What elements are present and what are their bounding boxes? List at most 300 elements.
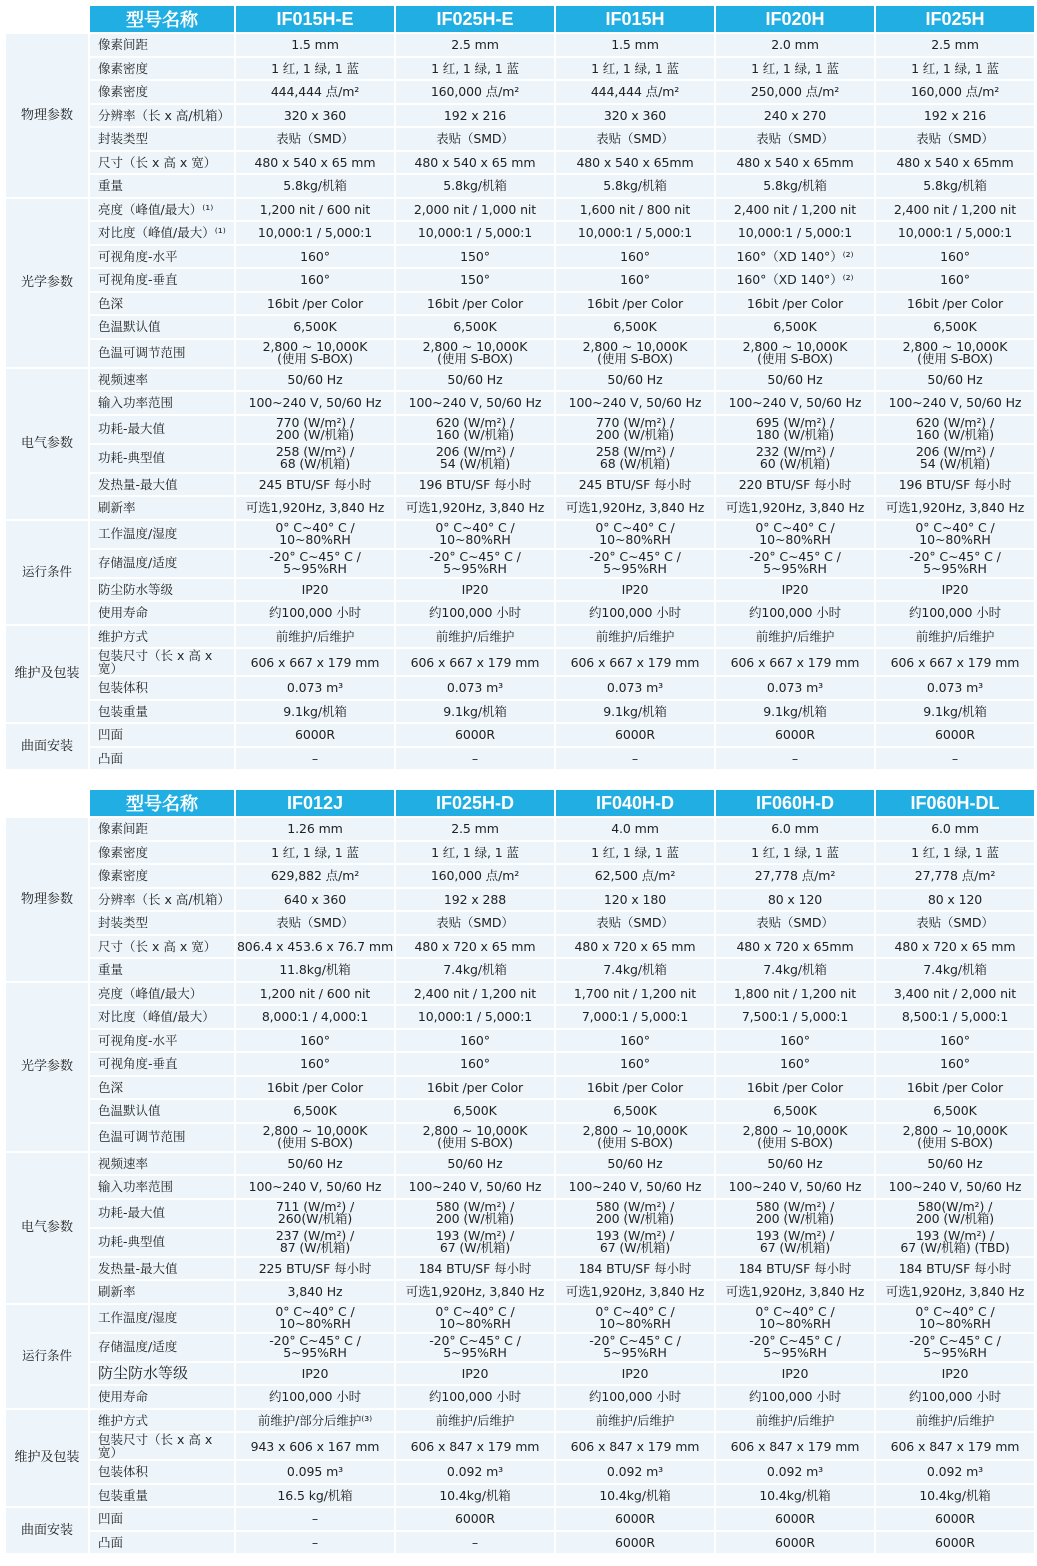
spec-value: 160,000 点/m²: [396, 81, 556, 105]
spec-value: 前维护/后维护: [716, 1410, 876, 1434]
spec-value: 16bit /per Color: [876, 293, 1036, 317]
spec-value: 620 (W/m²) / 160 (W/机箱): [876, 416, 1036, 445]
category-cell: 维护及包装: [6, 626, 90, 725]
spec-value: 约100,000 小时: [236, 602, 396, 626]
spec-value: 1 红, 1 绿, 1 蓝: [396, 58, 556, 82]
spec-value: 100~240 V, 50/60 Hz: [396, 392, 556, 416]
spec-row: [6, 152, 1036, 176]
spec-label: 包装重量: [90, 1485, 236, 1509]
spec-label: 工作温度/湿度: [90, 1305, 236, 1334]
spec-row: [6, 959, 1036, 983]
spec-row: [6, 1176, 1036, 1200]
spec-label: 功耗-典型值: [90, 1229, 236, 1258]
spec-value: 606 x 667 x 179 mm: [716, 649, 876, 677]
spec-value: 1 红, 1 绿, 1 蓝: [716, 842, 876, 866]
spec-value: –: [876, 748, 1036, 772]
spec-value: 5.8kg/机箱: [396, 175, 556, 199]
spec-value: 2.0 mm: [716, 34, 876, 58]
spec-value: 0.073 m³: [236, 677, 396, 701]
spec-value: 27,778 点/m²: [876, 865, 1036, 889]
spec-value: 8,000:1 / 4,000:1: [236, 1006, 396, 1030]
spec-row: [6, 34, 1036, 58]
spec-value: 16bit /per Color: [396, 1077, 556, 1101]
spec-row: [6, 1363, 1036, 1387]
spec-value: -20° C~45° C / 5~95%RH: [876, 550, 1036, 579]
spec-value: 前维护/后维护: [876, 1410, 1036, 1434]
spec-value: 前维护/后维护: [556, 626, 716, 650]
spec-value: 160°: [876, 1053, 1036, 1077]
spec-value: 160°: [716, 1053, 876, 1077]
spec-row: [6, 521, 1036, 550]
spec-value: 可选1,920Hz, 3,840 Hz: [716, 1281, 876, 1305]
spec-value: 6,500K: [396, 316, 556, 340]
spec-value: 150°: [396, 269, 556, 293]
spec-value: 2.5 mm: [876, 34, 1036, 58]
spec-value: 629,882 点/m²: [236, 865, 396, 889]
header-model-name: IF025H-E: [396, 6, 556, 34]
category-cell: 曲面安装: [6, 1508, 90, 1555]
spec-label: 尺寸（长 x 高 x 宽）: [90, 152, 236, 176]
header-model-name: IF015H-E: [236, 6, 396, 34]
spec-value: 16bit /per Color: [556, 1077, 716, 1101]
spec-row: [6, 912, 1036, 936]
spec-label: 色温可调节范围: [90, 1124, 236, 1153]
spec-value: 约100,000 小时: [716, 602, 876, 626]
spec-label: 色温默认值: [90, 1100, 236, 1124]
spec-value: 5.8kg/机箱: [236, 175, 396, 199]
spec-row: [6, 1433, 1036, 1461]
spec-value: –: [236, 748, 396, 772]
spec-row: [6, 550, 1036, 579]
spec-value: 606 x 667 x 179 mm: [236, 649, 396, 677]
spec-row: [6, 1006, 1036, 1030]
spec-value: 2.5 mm: [396, 818, 556, 842]
spec-value: 可选1,920Hz, 3,840 Hz: [876, 497, 1036, 521]
spec-value: 100~240 V, 50/60 Hz: [716, 392, 876, 416]
spec-value: 16bit /per Color: [716, 293, 876, 317]
spec-value: 表贴（SMD）: [556, 128, 716, 152]
spec-value: 1 红, 1 绿, 1 蓝: [876, 58, 1036, 82]
spec-value: 0.073 m³: [396, 677, 556, 701]
spec-value: 160°: [236, 1053, 396, 1077]
category-cell: 电气参数: [6, 369, 90, 521]
spec-value: 606 x 847 x 179 mm: [876, 1433, 1036, 1461]
spec-value: IP20: [876, 1363, 1036, 1387]
spec-value: 50/60 Hz: [236, 1153, 396, 1177]
spec-value: 9.1kg/机箱: [716, 701, 876, 725]
header-model-name: IF060H-D: [716, 790, 876, 818]
spec-value: –: [396, 748, 556, 772]
spec-value: 606 x 667 x 179 mm: [556, 649, 716, 677]
spec-value: 7.4kg/机箱: [876, 959, 1036, 983]
spec-value: 表贴（SMD）: [876, 912, 1036, 936]
spec-value: 表贴（SMD）: [556, 912, 716, 936]
spec-value: 表贴（SMD）: [236, 912, 396, 936]
spec-value: IP20: [396, 1363, 556, 1387]
spec-label: 亮度（峰值/最大）: [90, 983, 236, 1007]
spec-value: 2,800 ~ 10,000K (使用 S-BOX): [716, 340, 876, 369]
spec-value: IP20: [236, 579, 396, 603]
spec-value: 770 (W/m²) / 200 (W/机箱): [236, 416, 396, 445]
spec-value: 160°: [556, 246, 716, 270]
spec-value: IP20: [876, 579, 1036, 603]
spec-value: 100~240 V, 50/60 Hz: [876, 392, 1036, 416]
spec-value: 480 x 540 x 65mm: [876, 152, 1036, 176]
spec-value: 0.095 m³: [236, 1461, 396, 1485]
spec-label: 视频速率: [90, 369, 236, 393]
header-row: [6, 6, 1036, 34]
spec-value: 160°: [556, 1053, 716, 1077]
spec-value: 1,600 nit / 800 nit: [556, 199, 716, 223]
spec-value: 192 x 216: [876, 105, 1036, 129]
spec-value: 可选1,920Hz, 3,840 Hz: [396, 497, 556, 521]
spec-value: 9.1kg/机箱: [876, 701, 1036, 725]
spec-value: 184 BTU/SF 每小时: [716, 1258, 876, 1282]
spec-value: 可选1,920Hz, 3,840 Hz: [396, 1281, 556, 1305]
spec-label: 封装类型: [90, 128, 236, 152]
spec-value: 444,444 点/m²: [236, 81, 396, 105]
spec-value: 可选1,920Hz, 3,840 Hz: [556, 497, 716, 521]
spec-value: 8,500:1 / 5,000:1: [876, 1006, 1036, 1030]
spec-row: [6, 865, 1036, 889]
spec-value: 606 x 847 x 179 mm: [396, 1433, 556, 1461]
spec-value: 160,000 点/m²: [396, 865, 556, 889]
spec-value: 1,200 nit / 600 nit: [236, 983, 396, 1007]
spec-label: 像素密度: [90, 842, 236, 866]
spec-label: 重量: [90, 175, 236, 199]
spec-label: 输入功率范围: [90, 1176, 236, 1200]
spec-value: 6000R: [876, 1532, 1036, 1556]
spec-value: IP20: [716, 1363, 876, 1387]
spec-value: 1,800 nit / 1,200 nit: [716, 983, 876, 1007]
spec-value: 2,800 ~ 10,000K (使用 S-BOX): [716, 1124, 876, 1153]
spec-value: 10.4kg/机箱: [716, 1485, 876, 1509]
spec-row: [6, 724, 1036, 748]
spec-value: 2,800 ~ 10,000K (使用 S-BOX): [876, 1124, 1036, 1153]
spec-label: 维护方式: [90, 1410, 236, 1434]
spec-row: [6, 1200, 1036, 1229]
spec-label: 包装尺寸（长 x 高 x 宽）: [90, 1433, 236, 1461]
spec-value: 0° C~40° C / 10~80%RH: [876, 521, 1036, 550]
spec-row: [6, 983, 1036, 1007]
spec-value: 196 BTU/SF 每小时: [876, 474, 1036, 498]
spec-label: 使用寿命: [90, 602, 236, 626]
spec-value: 3,840 Hz: [236, 1281, 396, 1305]
spec-value: 前维护/部分后维护⁽³⁾: [236, 1410, 396, 1434]
spec-value: 6000R: [236, 724, 396, 748]
spec-value: 100~240 V, 50/60 Hz: [716, 1176, 876, 1200]
spec-value: 前维护/后维护: [876, 626, 1036, 650]
spec-value: 237 (W/m²) / 87 (W/机箱): [236, 1229, 396, 1258]
spec-row: [6, 105, 1036, 129]
spec-value: 245 BTU/SF 每小时: [556, 474, 716, 498]
spec-value: 258 (W/m²) / 68 (W/机箱): [556, 445, 716, 474]
spec-value: 160°（XD 140°）⁽²⁾: [716, 269, 876, 293]
spec-label: 刷新率: [90, 497, 236, 521]
spec-row: [6, 936, 1036, 960]
spec-value: 6,500K: [716, 1100, 876, 1124]
spec-value: 50/60 Hz: [556, 369, 716, 393]
spec-value: 0.092 m³: [396, 1461, 556, 1485]
spec-value: 2,800 ~ 10,000K (使用 S-BOX): [236, 1124, 396, 1153]
spec-value: 2,800 ~ 10,000K (使用 S-BOX): [876, 340, 1036, 369]
spec-row: [6, 842, 1036, 866]
spec-value: 0° C~40° C / 10~80%RH: [396, 521, 556, 550]
header-model-label: 型号名称: [90, 6, 236, 34]
spec-value: 6.0 mm: [876, 818, 1036, 842]
spec-value: 193 (W/m²) / 67 (W/机箱): [556, 1229, 716, 1258]
spec-value: 约100,000 小时: [396, 1386, 556, 1410]
spec-row: [6, 175, 1036, 199]
spec-label: 尺寸（长 x 高 x 宽）: [90, 936, 236, 960]
spec-row: [6, 649, 1036, 677]
spec-label: 输入功率范围: [90, 392, 236, 416]
spec-value: 6000R: [396, 724, 556, 748]
spec-label: 可视角度-水平: [90, 1030, 236, 1054]
spec-label: 发热量-最大值: [90, 474, 236, 498]
spec-value: 184 BTU/SF 每小时: [396, 1258, 556, 1282]
spec-value: 480 x 540 x 65mm: [556, 152, 716, 176]
spec-value: 5.8kg/机箱: [876, 175, 1036, 199]
spec-label: 可视角度-垂直: [90, 1053, 236, 1077]
spec-value: 80 x 120: [716, 889, 876, 913]
spec-label: 凸面: [90, 1532, 236, 1556]
spec-value: 240 x 270: [716, 105, 876, 129]
category-cell: 运行条件: [6, 521, 90, 626]
spec-label: 存储温度/适度: [90, 550, 236, 579]
spec-value: 160,000 点/m²: [876, 81, 1036, 105]
spec-value: 50/60 Hz: [396, 369, 556, 393]
spec-row: [6, 128, 1036, 152]
spec-value: 770 (W/m²) / 200 (W/机箱): [556, 416, 716, 445]
spec-row: [6, 369, 1036, 393]
spec-value: IP20: [396, 579, 556, 603]
spec-row: [6, 340, 1036, 369]
spec-value: 16bit /per Color: [396, 293, 556, 317]
spec-value: 50/60 Hz: [876, 1153, 1036, 1177]
spec-value: IP20: [716, 579, 876, 603]
spec-value: IP20: [236, 1363, 396, 1387]
category-cell: 物理参数: [6, 34, 90, 199]
spec-label: 像素密度: [90, 81, 236, 105]
spec-value: 160°: [236, 246, 396, 270]
spec-label: 功耗-最大值: [90, 416, 236, 445]
spec-value: 表贴（SMD）: [236, 128, 396, 152]
spec-value: 120 x 180: [556, 889, 716, 913]
spec-value: 232 (W/m²) / 60 (W/机箱): [716, 445, 876, 474]
spec-value: 6,500K: [876, 316, 1036, 340]
spec-value: -20° C~45° C / 5~95%RH: [396, 550, 556, 579]
spec-value: 4.0 mm: [556, 818, 716, 842]
spec-value: 480 x 720 x 65 mm: [876, 936, 1036, 960]
header-model-name: IF025H: [876, 6, 1036, 34]
spec-value: 580 (W/m²) / 200 (W/机箱): [396, 1200, 556, 1229]
spec-table-2: [6, 790, 1036, 1555]
spec-row: [6, 626, 1036, 650]
spec-label: 分辨率（长 x 高/机箱）: [90, 889, 236, 913]
spec-value: 6000R: [396, 1508, 556, 1532]
spec-value: 10,000:1 / 5,000:1: [236, 222, 396, 246]
spec-value: 0° C~40° C / 10~80%RH: [396, 1305, 556, 1334]
spec-value: 6000R: [876, 1508, 1036, 1532]
spec-value: 6,500K: [876, 1100, 1036, 1124]
spec-value: –: [716, 748, 876, 772]
spec-value: 711 (W/m²) / 260(W/机箱): [236, 1200, 396, 1229]
spec-row: [6, 677, 1036, 701]
spec-label: 使用寿命: [90, 1386, 236, 1410]
spec-value: 可选1,920Hz, 3,840 Hz: [236, 497, 396, 521]
spec-value: 1 红, 1 绿, 1 蓝: [716, 58, 876, 82]
spec-label: 像素间距: [90, 818, 236, 842]
spec-row: [6, 316, 1036, 340]
category-cell: 光学参数: [6, 199, 90, 369]
spec-value: 0.092 m³: [716, 1461, 876, 1485]
spec-value: 6,500K: [236, 1100, 396, 1124]
spec-value: 160°: [236, 269, 396, 293]
spec-value: 1.5 mm: [556, 34, 716, 58]
spec-value: 2,400 nit / 1,200 nit: [876, 199, 1036, 223]
spec-value: 前维护/后维护: [556, 1410, 716, 1434]
spec-value: 580(W/m²) / 200 (W/机箱): [876, 1200, 1036, 1229]
spec-value: 160°: [876, 269, 1036, 293]
spec-value: 50/60 Hz: [716, 1153, 876, 1177]
spec-value: -20° C~45° C / 5~95%RH: [396, 1334, 556, 1363]
spec-label: 对比度（峰值/最大）⁽¹⁾: [90, 222, 236, 246]
spec-value: 5.8kg/机箱: [556, 175, 716, 199]
spec-label: 防尘防水等级: [90, 579, 236, 603]
spec-value: 196 BTU/SF 每小时: [396, 474, 556, 498]
spec-value: 250,000 点/m²: [716, 81, 876, 105]
spec-value: 193 (W/m²) / 67 (W/机箱) (TBD): [876, 1229, 1036, 1258]
spec-row: [6, 1030, 1036, 1054]
spec-value: 160°: [396, 1053, 556, 1077]
spec-value: 7.4kg/机箱: [556, 959, 716, 983]
spec-value: 150°: [396, 246, 556, 270]
spec-value: 表贴（SMD）: [396, 912, 556, 936]
spec-value: 10,000:1 / 5,000:1: [396, 222, 556, 246]
spec-value: 480 x 540 x 65 mm: [396, 152, 556, 176]
spec-value: IP20: [556, 1363, 716, 1387]
spec-value: 表贴（SMD）: [716, 912, 876, 936]
spec-value: 100~240 V, 50/60 Hz: [236, 392, 396, 416]
spec-value: 480 x 720 x 65mm: [716, 936, 876, 960]
spec-value: 2,800 ~ 10,000K (使用 S-BOX): [556, 1124, 716, 1153]
spec-label: 包装体积: [90, 677, 236, 701]
spec-label: 包装重量: [90, 701, 236, 725]
spec-value: 1 红, 1 绿, 1 蓝: [556, 842, 716, 866]
spec-value: 640 x 360: [236, 889, 396, 913]
spec-value: -20° C~45° C / 5~95%RH: [236, 1334, 396, 1363]
spec-row: [6, 1532, 1036, 1556]
spec-value: 7.4kg/机箱: [396, 959, 556, 983]
spec-value: 184 BTU/SF 每小时: [876, 1258, 1036, 1282]
spec-value: 580 (W/m²) / 200 (W/机箱): [556, 1200, 716, 1229]
spec-value: 160°: [556, 269, 716, 293]
spec-value: 193 (W/m²) / 67 (W/机箱): [396, 1229, 556, 1258]
spec-value: 206 (W/m²) / 54 (W/机箱): [876, 445, 1036, 474]
spec-label: 色温默认值: [90, 316, 236, 340]
spec-value: 258 (W/m²) / 68 (W/机箱): [236, 445, 396, 474]
spec-value: 10,000:1 / 5,000:1: [396, 1006, 556, 1030]
spec-value: 50/60 Hz: [236, 369, 396, 393]
spec-label: 重量: [90, 959, 236, 983]
spec-label: 包装尺寸（长 x 高 x 宽）: [90, 649, 236, 677]
spec-value: 606 x 667 x 179 mm: [876, 649, 1036, 677]
spec-value: 表贴（SMD）: [876, 128, 1036, 152]
spec-value: 16.5 kg/机箱: [236, 1485, 396, 1509]
spec-value: 0.092 m³: [556, 1461, 716, 1485]
spec-value: 1 红, 1 绿, 1 蓝: [876, 842, 1036, 866]
spec-value: 16bit /per Color: [716, 1077, 876, 1101]
spec-label: 对比度（峰值/最大）: [90, 1006, 236, 1030]
spec-value: 6,500K: [716, 316, 876, 340]
spec-value: 16bit /per Color: [876, 1077, 1036, 1101]
spec-label: 维护方式: [90, 626, 236, 650]
spec-value: 245 BTU/SF 每小时: [236, 474, 396, 498]
spec-value: 0.073 m³: [716, 677, 876, 701]
spec-value: 6,500K: [396, 1100, 556, 1124]
spec-row: [6, 1153, 1036, 1177]
spec-value: 160°: [396, 1030, 556, 1054]
header-corner: [6, 6, 90, 34]
spec-value: -20° C~45° C / 5~95%RH: [716, 1334, 876, 1363]
spec-row: [6, 392, 1036, 416]
spec-row: [6, 889, 1036, 913]
spec-value: 184 BTU/SF 每小时: [556, 1258, 716, 1282]
spec-label: 凹面: [90, 724, 236, 748]
spec-value: 可选1,920Hz, 3,840 Hz: [716, 497, 876, 521]
spec-value: –: [556, 748, 716, 772]
spec-value: 695 (W/m²) / 180 (W/机箱): [716, 416, 876, 445]
spec-label: 功耗-典型值: [90, 445, 236, 474]
spec-value: 606 x 667 x 179 mm: [396, 649, 556, 677]
spec-row: [6, 748, 1036, 772]
spec-value: -20° C~45° C / 5~95%RH: [556, 1334, 716, 1363]
category-cell: 物理参数: [6, 818, 90, 983]
spec-value: 1.5 mm: [236, 34, 396, 58]
spec-value: 1 红, 1 绿, 1 蓝: [236, 58, 396, 82]
spec-value: -20° C~45° C / 5~95%RH: [716, 550, 876, 579]
spec-label: 色深: [90, 293, 236, 317]
spec-label: 存储温度/适度: [90, 1334, 236, 1363]
spec-value: 2,800 ~ 10,000K (使用 S-BOX): [236, 340, 396, 369]
spec-value: 1 红, 1 绿, 1 蓝: [556, 58, 716, 82]
spec-row: [6, 58, 1036, 82]
spec-row: [6, 579, 1036, 603]
spec-value: 620 (W/m²) / 160 (W/机箱): [396, 416, 556, 445]
spec-value: 320 x 360: [236, 105, 396, 129]
spec-value: 9.1kg/机箱: [556, 701, 716, 725]
spec-value: 2.5 mm: [396, 34, 556, 58]
header-model-name: IF025H-D: [396, 790, 556, 818]
spec-value: 160°（XD 140°）⁽²⁾: [716, 246, 876, 270]
spec-label: 凸面: [90, 748, 236, 772]
spec-row: [6, 416, 1036, 445]
spec-value: 192 x 216: [396, 105, 556, 129]
spec-value: IP20: [556, 579, 716, 603]
category-cell: 光学参数: [6, 983, 90, 1153]
spec-value: 7,000:1 / 5,000:1: [556, 1006, 716, 1030]
spec-value: 约100,000 小时: [876, 602, 1036, 626]
spec-value: 可选1,920Hz, 3,840 Hz: [876, 1281, 1036, 1305]
spec-value: 580 (W/m²) / 200 (W/机箱): [716, 1200, 876, 1229]
spec-value: 480 x 540 x 65 mm: [236, 152, 396, 176]
spec-value: 6.0 mm: [716, 818, 876, 842]
spec-label: 色温可调节范围: [90, 340, 236, 369]
spec-value: 480 x 720 x 65 mm: [556, 936, 716, 960]
spec-row: [6, 445, 1036, 474]
spec-value: 1 红, 1 绿, 1 蓝: [236, 842, 396, 866]
